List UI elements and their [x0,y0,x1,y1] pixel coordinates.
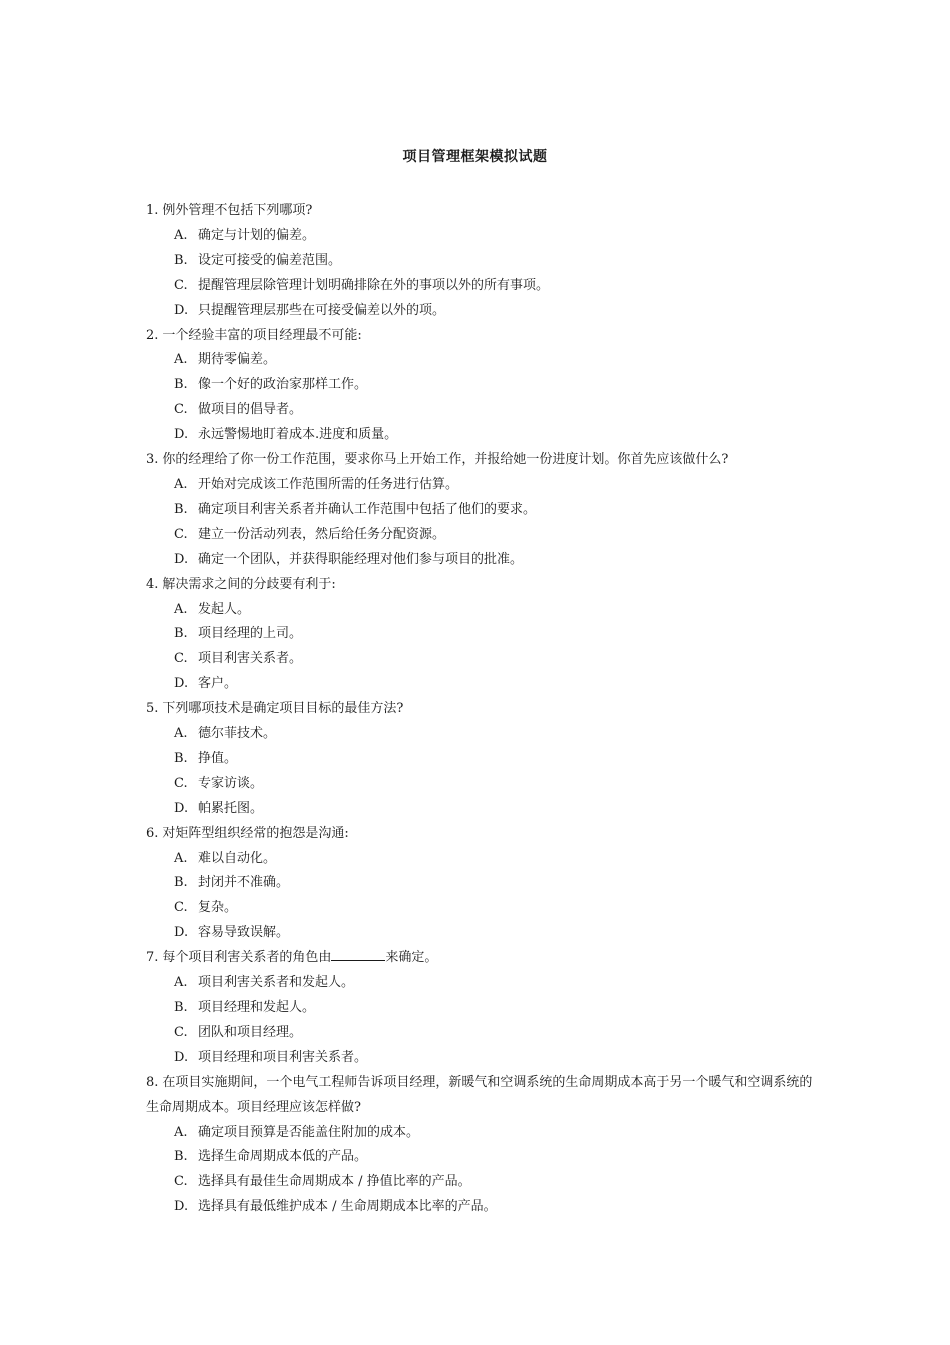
option-letter: C. [174,526,188,542]
option-letter: D. [174,302,189,318]
option-letter: B. [174,750,188,766]
option-text: 确定与计划的偏差。 [198,227,316,243]
question-text: 下列哪项技术是确定项目目标的最佳方法? [162,701,404,717]
option-b [146,747,816,772]
option-text: 选择具有最低维护成本 / 生命周期成本比率的产品。 [198,1199,497,1215]
option-letter: B. [174,626,188,642]
option-text: 封闭并不准确。 [198,875,290,891]
question-text-after-blank: 来确定。 [385,950,438,966]
option-letter: B. [174,1149,188,1165]
option-letter: A. [174,975,188,991]
option-text: 做项目的倡导者。 [198,402,303,418]
option-letter: B. [174,377,188,393]
option-letter: A. [174,850,188,866]
question-stem [146,448,816,473]
option-text: 客户。 [198,676,238,692]
option-a [146,1121,816,1146]
option-text: 团队和项目经理。 [198,1024,303,1040]
option-a [146,722,816,747]
option-a [146,348,816,373]
answer-blank [331,947,385,961]
option-text: 容易导致误解。 [198,925,290,941]
option-text: 像一个好的政治家那样工作。 [198,377,368,393]
option-letter: A. [174,1124,188,1140]
question-text-before-blank: 每个项目利害关系者的角色由 [162,950,332,966]
question-3 [146,448,816,573]
option-b [146,498,816,523]
option-text: 帕累托图。 [198,800,264,816]
question-number: 6. [146,825,159,841]
option-text: 确定项目预算是否能盖住附加的成本。 [198,1124,420,1140]
option-a [146,598,816,623]
option-c [146,772,816,797]
question-text: 你的经理给了你一份工作范围，要求你马上开始工作，并报给她一份进度计划。你首先应该做什么? [162,452,729,468]
option-text: 提醒管理层除管理计划明确排除在外的事项以外的所有事项。 [198,277,550,293]
option-letter: A. [174,601,188,617]
question-text: 例外管理不包括下列哪项? [162,203,313,218]
option-text: 选择具有最佳生命周期成本 / 挣值比率的产品。 [198,1174,471,1190]
option-letter: D. [174,427,189,443]
option-letter: B. [174,501,188,517]
option-c [146,647,816,672]
option-text: 复杂。 [198,900,238,916]
question-text: 一个经验丰富的项目经理最不可能: [162,327,362,343]
question-1 [146,199,816,324]
option-letter: D. [174,551,189,567]
question-stem [146,946,816,971]
option-text: 发起人。 [198,601,251,617]
option-text: 德尔菲技术。 [198,726,277,742]
option-a [146,224,816,249]
option-letter: A. [174,726,188,742]
option-d [146,672,816,697]
option-text: 只提醒管理层那些在可接受偏差以外的项。 [198,302,446,318]
option-text: 难以自动化。 [198,850,277,866]
question-number: 7. [146,950,159,966]
option-a [146,971,816,996]
option-d [146,1195,816,1220]
question-number: 1. [146,203,159,218]
option-text: 项目利害关系者。 [198,651,303,667]
question-number: 3. [146,452,159,468]
question-8 [146,1071,816,1220]
option-letter: A. [174,352,188,368]
option-letter: C. [174,402,188,418]
question-number: 4. [146,576,159,592]
option-letter: D. [174,800,189,816]
option-text: 期待零偏差。 [198,352,277,368]
option-letter: D. [174,1049,189,1065]
question-2 [146,324,816,449]
option-c [146,274,816,299]
option-text: 建立一份活动列表，然后给任务分配资源。 [198,526,446,542]
question-number: 5. [146,701,159,717]
question-4 [146,573,816,698]
option-text: 永远警惕地盯着成本.进度和质量。 [198,427,398,443]
option-letter: C. [174,651,188,667]
option-d [146,423,816,448]
option-b [146,249,816,274]
option-c [146,896,816,921]
question-stem [146,822,816,847]
option-letter: C. [174,775,188,791]
option-d [146,548,816,573]
option-text: 确定项目利害关系者并确认工作范围中包括了他们的要求。 [198,501,537,517]
question-text: 解决需求之间的分歧要有利于: [162,576,336,592]
option-letter: A. [174,227,188,243]
option-letter: C. [174,277,188,293]
option-letter: B. [174,252,188,268]
option-text: 项目利害关系者和发起人。 [198,975,355,991]
option-letter: A. [174,476,188,492]
question-5 [146,697,816,822]
question-6 [146,822,816,947]
option-letter: B. [174,875,188,891]
option-letter: C. [174,1174,188,1190]
option-text: 项目经理和项目利害关系者。 [198,1049,368,1065]
option-text: 开始对完成该工作范围所需的任务进行估算。 [198,476,459,492]
option-text: 项目经理的上司。 [198,626,303,642]
question-list [146,199,816,1220]
question-stem [146,199,816,224]
option-c [146,523,816,548]
option-d [146,921,816,946]
option-b [146,996,816,1021]
option-letter: D. [174,676,189,692]
option-letter: D. [174,925,189,941]
option-text: 专家访谈。 [198,775,264,791]
option-a [146,847,816,872]
option-b [146,871,816,896]
option-b [146,373,816,398]
option-text: 设定可接受的偏差范围。 [198,252,342,268]
option-d [146,797,816,822]
option-letter: C. [174,1024,188,1040]
option-letter: C. [174,900,188,916]
question-text: 对矩阵型组织经常的抱怨是沟通: [162,825,349,841]
option-d [146,1046,816,1071]
option-b [146,1145,816,1170]
option-c [146,1170,816,1195]
option-c [146,398,816,423]
question-stem [146,573,816,598]
page-title: 项目管理框架模拟试题 [402,149,548,165]
option-a [146,473,816,498]
question-stem [146,324,816,349]
option-letter: B. [174,1000,188,1015]
option-text: 选择生命周期成本低的产品。 [198,1149,368,1165]
option-c [146,1021,816,1046]
option-d [146,299,816,324]
question-stem [146,697,816,722]
question-number: 8. [146,1074,159,1090]
option-text: 确定一个团队，并获得职能经理对他们参与项目的批准。 [198,551,524,567]
option-letter: D. [174,1199,189,1215]
option-text: 项目经理和发起人。 [198,1000,316,1015]
question-7 [146,946,816,1071]
option-b [146,622,816,647]
question-number: 2. [146,327,159,343]
option-text: 挣值。 [198,750,238,766]
question-stem [146,1071,816,1121]
question-text: 在项目实施期间，一个电气工程师告诉项目经理，新暖气和空调系统的生命周期成本高于另一个暖气和空调系统的生命周期成本。项目经理应该怎样做? [146,1074,813,1115]
